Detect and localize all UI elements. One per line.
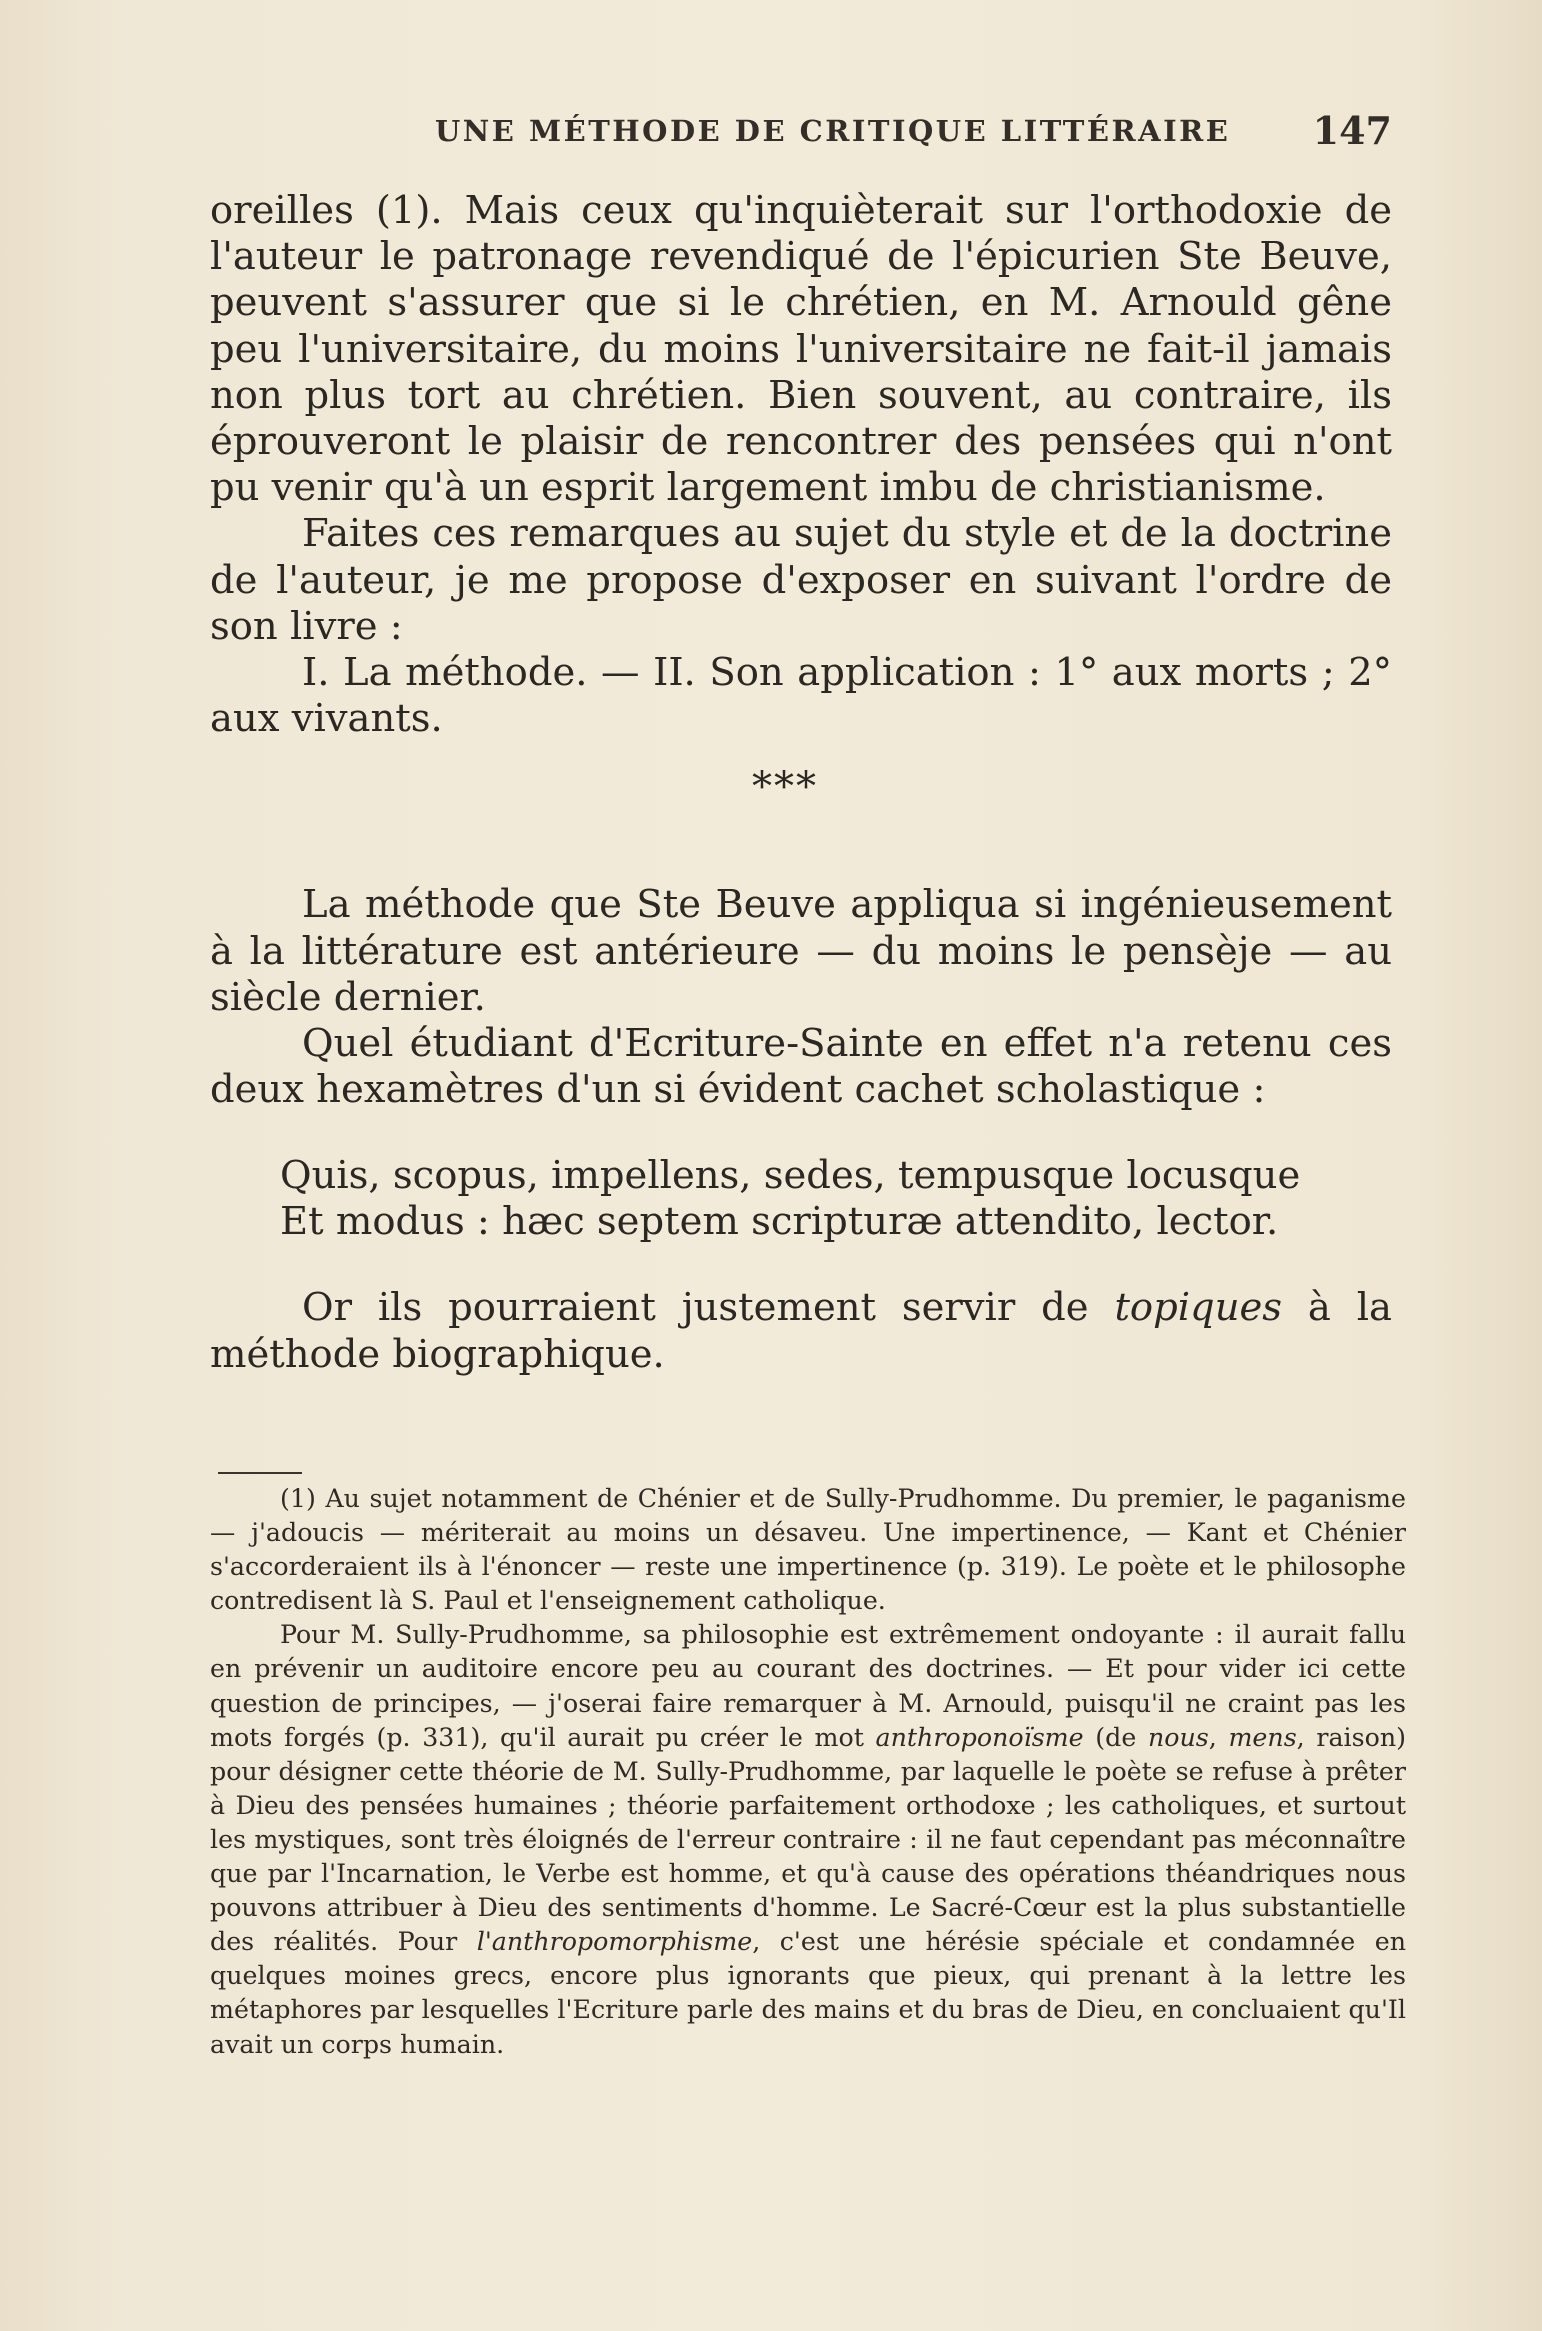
footnote-2-text-d: , raison) pour désigner cette théorie de M. Sully-Prudhomme, par laquelle le poète se refuse à prêter à Dieu des pensées humaines ; théorie parfaitement orthodoxe ; les catholiques, et surtout les mystiques, sont très éloignés de l'erreur contraire : il ne faut cependant pas méconnaître que par l'Incarnation, le Verbe est homme, et qu'à cause des opérations théandriques nous pouvons attribuer à Dieu des sentiments d'homme. Le Sacré-Cœur est la plus substantielle des réalités. Pour [210, 1722, 1406, 1957]
footnotes [210, 1482, 1406, 2062]
footnote-2-text-c: , [1208, 1722, 1229, 1752]
running-title: UNE MÉTHODE DE CRITIQUE LITTÉRAIRE [435, 114, 1231, 148]
paragraph-2: Faites ces remarques au sujet du style et de la doctrine de l'auteur, je me propose d'exposer en suivant l'ordre de son livre : [210, 511, 1392, 649]
paragraph-6-emphasis: topiques [1114, 1285, 1283, 1331]
footnote-2-text-e: , c'est une hérésie spéciale et condamnée en quelques moines grecs, encore plus ignorants que pieux, qui prenant à la lettre les métaphores par lesquelles l'Ecriture parle des mains et du bras de Dieu, en concluaient qu'Il avait un corps humain. [210, 1927, 1406, 2059]
section-separator [210, 742, 1392, 882]
page-number: 147 [1312, 108, 1392, 153]
footnote-2-emphasis-4: l'anthropomorphisme [476, 1927, 753, 1957]
page-header [210, 108, 1392, 158]
main-text [210, 188, 1392, 1378]
footnote-2-emphasis-1: anthroponoïsme [875, 1722, 1084, 1752]
paragraph-3: I. La méthode. — II. Son application : 1° aux morts ; 2° aux vivants. [210, 650, 1392, 742]
footnote-2-text-b: (de [1083, 1722, 1148, 1752]
footnote-2-emphasis-2: nous [1147, 1722, 1209, 1752]
footnote-rule [218, 1472, 302, 1474]
verse-line-2: Et modus : hæc septem scripturæ attendito, lector. [280, 1199, 1279, 1245]
paragraph-6 [210, 1285, 1392, 1377]
paragraph-4: La méthode que Ste Beuve appliqua si ingénieusement à la littérature est antérieure — du moins le pensèje — au siècle dernier. [210, 882, 1392, 1020]
paragraph-6-text-b: à la méthode biographique. [210, 1285, 1392, 1377]
paragraph-5: Quel étudiant d'Ecriture-Sainte en effet n'a retenu ces deux hexamètres d'un si évident cachet scholastique : [210, 1021, 1392, 1113]
asterism: *** [752, 764, 818, 811]
paragraph-1: oreilles (1). Mais ceux qu'inquièterait sur l'orthodoxie de l'auteur le patronage revendiqué de l'épicurien Ste Beuve, peuvent s'assurer que si le chrétien, en M. Arnould gêne peu l'universitaire, du moins l'universitaire ne fait-il jamais non plus tort au chrétien. Bien souvent, au contraire, ils éprouveront le plaisir de rencontrer des pensées qui n'ont pu venir qu'à un esprit largement imbu de christianisme. [210, 188, 1392, 511]
verse-line-1: Quis, scopus, impellens, sedes, tempusque locusque [280, 1153, 1301, 1199]
footnote-1: (1) Au sujet notamment de Chénier et de Sully-Prudhomme. Du premier, le paganisme — j'adoucis — mériterait au moins un désaveu. Une impertinence, — Kant et Chénier s'accorderaient ils à l'énoncer — reste une impertinence (p. 319). Le poète et le philosophe contredisent là S. Paul et l'enseignement catholique. [210, 1484, 1406, 1616]
latin-verse [280, 1153, 1392, 1245]
footnote-2-text-a: Pour M. Sully-Prudhomme, sa philosophie est extrêmement ondoyante : il aurait fallu en prévenir un auditoire encore peu au courant des doctrines. — Et pour vider ici cette question de principes, — j'oserai faire remarquer à M. Arnould, puisqu'il ne craint pas les mots forgés (p. 331), qu'il aurait pu créer le mot [210, 1620, 1406, 1752]
footnote-2 [210, 1618, 1406, 2061]
footnote-2-emphasis-3: mens [1228, 1722, 1297, 1752]
paragraph-6-text-a: Or ils pourraient justement servir de [302, 1285, 1115, 1331]
